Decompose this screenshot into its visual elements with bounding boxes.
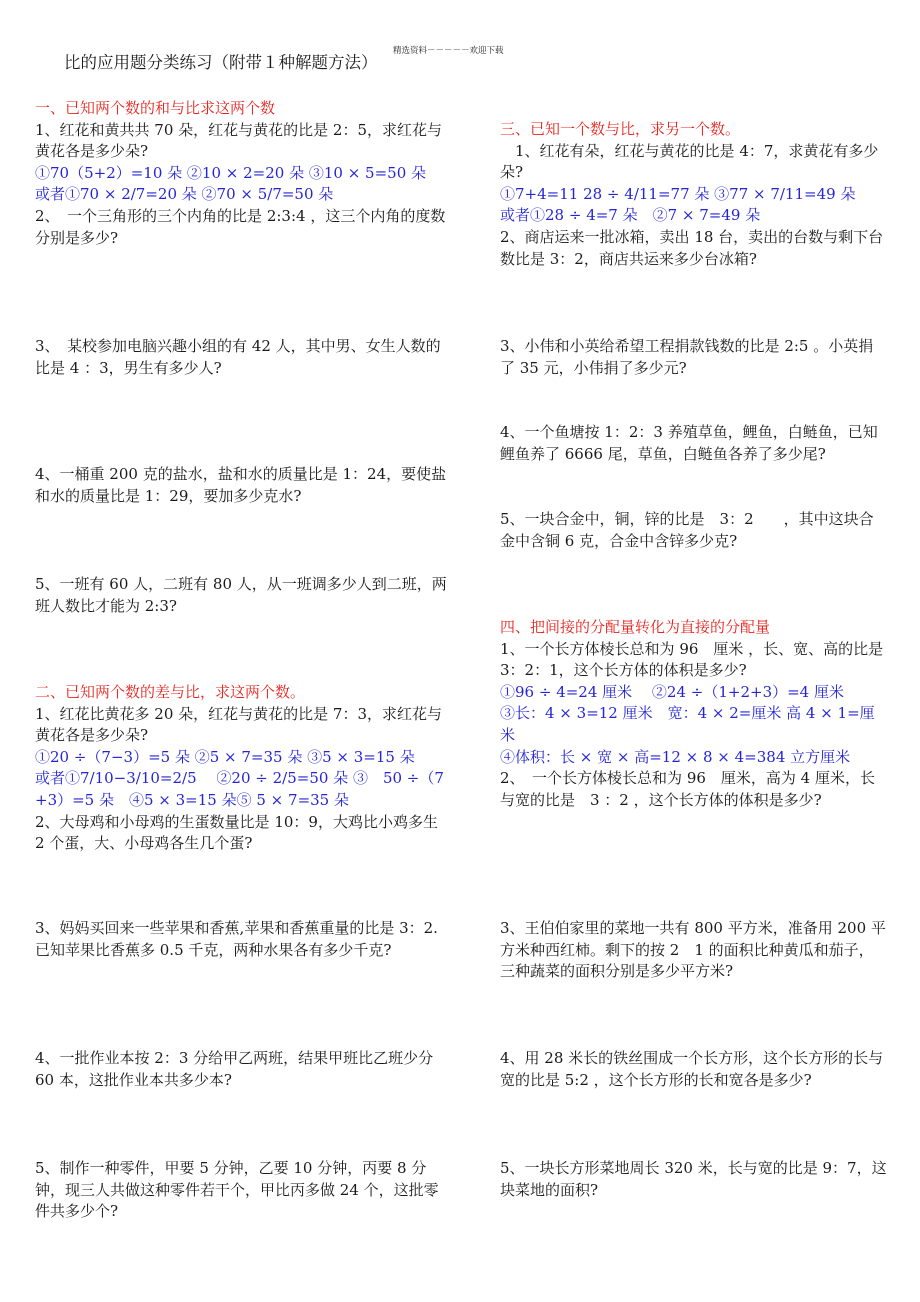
s3-answer-1-line-1: ①7+4=11 28 ÷ 4/11=77 朵 ③77 × 7/11=49 朵	[500, 184, 856, 203]
s3-question-2: 2、商店运来一批冰箱，卖出 18 台，卖出的台数与剩下台数比是 3：2，商店共运来多少台冰箱?	[500, 227, 884, 268]
s4-answer-1-line-2: ③长：4 × 3=12 厘米 宽：4 × 2=厘米 高 4 × 1=厘米	[500, 704, 875, 744]
s3-answer-1-line-2: 或者①28 ÷ 4=7 朵 ②7 × 7=49 朵	[500, 206, 761, 225]
s4-question-2: 2、 一个长方体棱长总和为 96 厘米，高为 4 厘米，长与宽的比是 3 ：2 ，这个长方体的体积是多少?	[500, 769, 875, 809]
s4-answer-1-line-1: ①96 ÷ 4=24 厘米 ②24 ÷（1+2+3）=4 厘米	[500, 682, 844, 701]
s2-question-3: 3、妈妈买回来一些苹果和香蕉,苹果和香蕉重量的比是 3：2. 已知苹果比香蕉多 0.5 千克，两种水果各有多少千克?	[35, 919, 438, 959]
s2-question-4: 4、一批作业本按 2：3 分给甲乙两班，结果甲班比乙班少分 60 本，这批作业本共多少本?	[35, 1049, 434, 1089]
s1-question-5: 5、一班有 60 人，二班有 80 人，从一班调多少人到二班，两班人数比才能为 2:3?	[35, 575, 447, 615]
section-3	[500, 119, 888, 270]
s2-question-2: 2、大母鸡和小母鸡的生蛋数量比是 10：9，大鸡比小鸡多生 2 个蛋，大、小母鸡各生几个蛋?	[35, 812, 438, 853]
s3-question-3: 3、小伟和小英给希望工程捐款钱数的比是 2:5 。小英捐了 35 元，小伟捐了多少元?	[500, 337, 874, 377]
s4-question-3: 3、王伯伯家里的菜地一共有 800 平方米，准备用 200 平方米种西红柿。剩下的按 2 1 的面积比种黄瓜和茄子，三种蔬菜的面积分别是多少平方米?	[500, 919, 886, 981]
s4-answer-1-line-3: ④体积：长 × 宽 × 高=12 × 8 × 4=384 立方厘米	[500, 747, 851, 766]
s3-question-5: 5、一块合金中，铜，锌的比是 3：2 ，其中这块合金中含铜 6 克，合金中含锌多少克?	[500, 510, 874, 550]
s1-question-1: 1、红花和黄共共 70 朵，红花与黄花的比是 2：5，求红花与黄花各是多少朵?	[35, 120, 443, 161]
section-4-heading: 四、把间接的分配量转化为直接的分配量	[500, 618, 771, 636]
s1-question-4: 4、一桶重 200 克的盐水，盐和水的质量比是 1：24，要使盐和水的质量比是 1：29，要加多少克水?	[35, 465, 447, 505]
s1-answer-1-line-1: ①70（5+2）=10 朵 ②10 × 2=20 朵 ③10 × 5=50 朵	[35, 163, 427, 182]
section-1-heading: 一、已知两个数的和与比求这两个数	[35, 99, 276, 117]
watermark-text: 精选资料－－－－－欢迎下载	[393, 46, 504, 56]
s1-question-2: 2、 一个三角形的三个内角的比是 2:3:4 ，这三个内角的度数分别是多少?	[35, 206, 446, 247]
section-4	[500, 617, 888, 811]
s3-question-1: 1、红花有朵，红花与黄花的比是 4：7，求黄花有多少朵?	[500, 141, 879, 182]
s4-question-5: 5、一块长方形菜地周长 320 米，长与宽的比是 9：7，这块菜地的面积?	[500, 1159, 887, 1199]
section-2-heading: 二、已知两个数的差与比，求这两个数。	[35, 683, 306, 701]
section-3-heading: 三、已知一个数与比，求另一个数。	[500, 120, 741, 138]
section-1	[35, 98, 447, 249]
page-title: 比的应用题分类练习（附带１种解题方法）	[64, 53, 378, 72]
s4-question-4: 4、用 28 米长的铁丝围成一个长方形，这个长方形的长与宽的比是 5:2 ，这个长方形的长和宽各是多少?	[500, 1049, 884, 1089]
s1-answer-1-line-2: 或者①70 × 2/7=20 朵 ②70 × 5/7=50 朵	[35, 185, 334, 204]
s2-answer-1-line-1: ①20 ÷（7−3）=5 朵 ②5 × 7=35 朵 ③5 × 3=15 朵	[35, 747, 415, 766]
s4-question-1: 1、一个长方体棱长总和为 96 厘米 ，长、宽、高的比是 3：2：1，这个长方体的体积是多少?	[500, 639, 884, 680]
s1-question-3: 3、 某校参加电脑兴趣小组的有 42 人，其中男、女生人数的比是 4 ：3，男生有多少人?	[35, 337, 441, 377]
s2-question-1: 1、红花比黄花多 20 朵，红花与黄花的比是 7：3，求红花与黄花各是多少朵?	[35, 704, 443, 745]
section-2	[35, 682, 447, 855]
s3-question-4: 4、一个鱼塘按 1：2：3 养殖草鱼，鲤鱼，白鲢鱼，已知鲤鱼养了 6666 尾，草鱼，白鲢鱼各养了多少尾?	[500, 423, 878, 463]
s2-question-5: 5、制作一种零件，甲要 5 分钟，乙要 10 分钟，丙要 8 分钟，现三人共做这种零件若干个，甲比丙多做 24 个，这批零件共多少个?	[35, 1159, 439, 1221]
s2-answer-1-line-2: 或者①7/10−3/10=2/5 ②20 ÷ 2/5=50 朵 ③ 50 ÷（7+3）=5 朵 ④5 × 3=15 朵⑤ 5 × 7=35 朵	[35, 769, 444, 809]
